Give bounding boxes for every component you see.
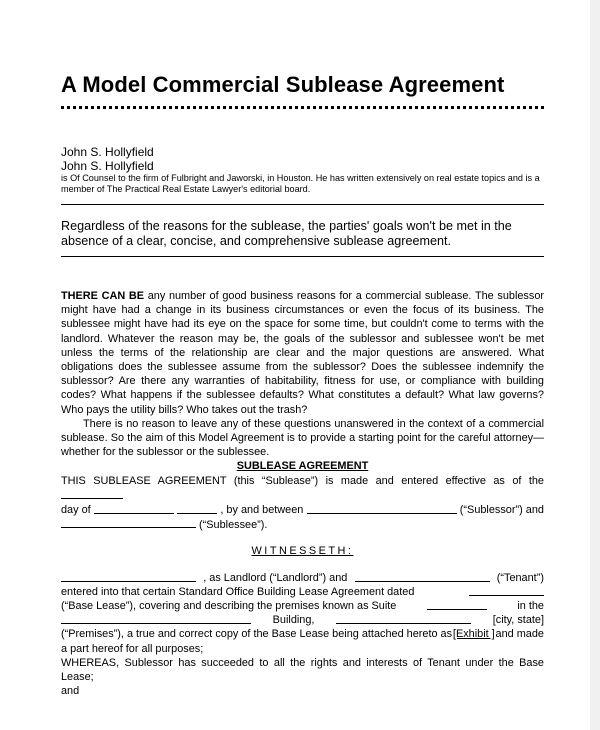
agreement-line-3 <box>61 517 544 532</box>
building-line <box>61 613 544 627</box>
author-name: John S. Hollyfield <box>61 145 154 159</box>
divider-top <box>61 204 544 205</box>
intro-lead-words: THERE CAN BE <box>61 290 145 302</box>
sublessor-blank[interactable] <box>307 503 457 514</box>
divider-bottom <box>61 256 544 257</box>
lead-paragraph: Regardless of the reasons for the sublease, the parties' goals won't be met in the absence of a clear, concise, and comprehensive sublease agreement. <box>61 219 512 248</box>
date-blank[interactable] <box>61 488 123 499</box>
exhibit-line <box>61 627 544 641</box>
title-divider <box>61 106 544 109</box>
author-bio: is Of Counsel to the firm of Fulbright and Jaworski, in Houston. He has written extensively on real estate topics and is a member of The Practical Real Estate Lawyer's editorial board. <box>61 173 540 194</box>
lease-date-blank[interactable] <box>469 585 544 596</box>
building-name-blank[interactable] <box>61 613 251 624</box>
agreement-intro-text: THIS SUBLEASE AGREEMENT (this “Sublease”) is made and entered effective as of the <box>61 474 544 487</box>
suite-text: (“Base Lease”), covering and describing the premises known as Suite <box>61 600 397 613</box>
whereas-line: WHEREAS, Sublessor has succeeded to all the rights and interests of Tenant under the Base Lease; <box>61 656 544 684</box>
lease-dated-text: entered into that certain Standard Office Building Lease Agreement dated <box>61 585 415 598</box>
tenant-label: (“Tenant”) <box>496 571 544 584</box>
document-title: A Model Commercial Sublease Agreement <box>61 72 505 97</box>
landlord-line <box>61 571 544 585</box>
page-edge <box>590 0 600 730</box>
day-of-label: day of <box>61 504 91 517</box>
exhibit-reference: [Exhibit ] <box>452 628 495 641</box>
address-blank[interactable] <box>336 613 471 624</box>
premises-line <box>61 599 544 613</box>
intro-text: any number of good business reasons for a commercial sublease. The sublessor might have had a change in its business circumstances or even the focus of its business. The sublessee might have had its eye on the space for some time, but couldn't come to terms with the landlord. Whatever the reason may be, the goals of the sublessor and sublessee won't be met unless the terms of the relationship are clear and the major questions are answered. What obligations does the sublessee assume from the sublessor? Does the sublessee indemnify the sublessor? Are there any warranties of habitability, fitness for use, or compliance with building codes? What happens if the sublessee defaults? What constitutes a default? What law governs? Who pays the utility bills? Who takes out the trash? <box>61 290 544 416</box>
tenant-blank[interactable] <box>355 571 490 582</box>
and-line: and <box>61 685 80 698</box>
intro-paragraph <box>61 289 544 417</box>
by-between-label: , by and between <box>220 504 304 517</box>
article-body <box>61 289 544 698</box>
and-made-text: and made <box>495 628 544 641</box>
agreement-line-2 <box>61 503 544 517</box>
agreement-line-1 <box>61 474 544 503</box>
day-blank[interactable] <box>94 503 174 514</box>
sublease-agreement-heading: SUBLEASE AGREEMENT <box>236 460 369 473</box>
sublessee-blank[interactable] <box>61 517 196 528</box>
aim-paragraph: There is no reason to leave any of these questions unanswered in the context of a commercial sublease. So the aim of this Model Agreement is to provide a starting point for the careful attorney—whether for the sublessor or the sublessee. <box>61 417 544 459</box>
building-label: Building, <box>272 614 315 627</box>
author-name-repeat: John S. Hollyfield <box>61 159 154 173</box>
witnesseth-heading: WITNESSETH: <box>251 545 354 558</box>
landlord-blank[interactable] <box>61 571 196 582</box>
part-hereof-line: a part hereof for all purposes; <box>61 642 204 655</box>
premises-text: (“Premises”), a true and correct copy of the Base Lease being attached hereto as <box>61 628 453 641</box>
base-lease-line <box>61 585 544 599</box>
month-blank[interactable] <box>177 503 217 514</box>
city-state-label: [city, state] <box>492 614 544 627</box>
landlord-label: , as Landlord (“Landlord”) and <box>203 571 348 584</box>
sublessor-label: (“Sublessor”) and <box>459 504 544 517</box>
in-the-text: in the <box>517 600 544 613</box>
suite-blank[interactable] <box>427 599 487 610</box>
sublessee-label: (“Sublessee”). <box>199 519 268 532</box>
